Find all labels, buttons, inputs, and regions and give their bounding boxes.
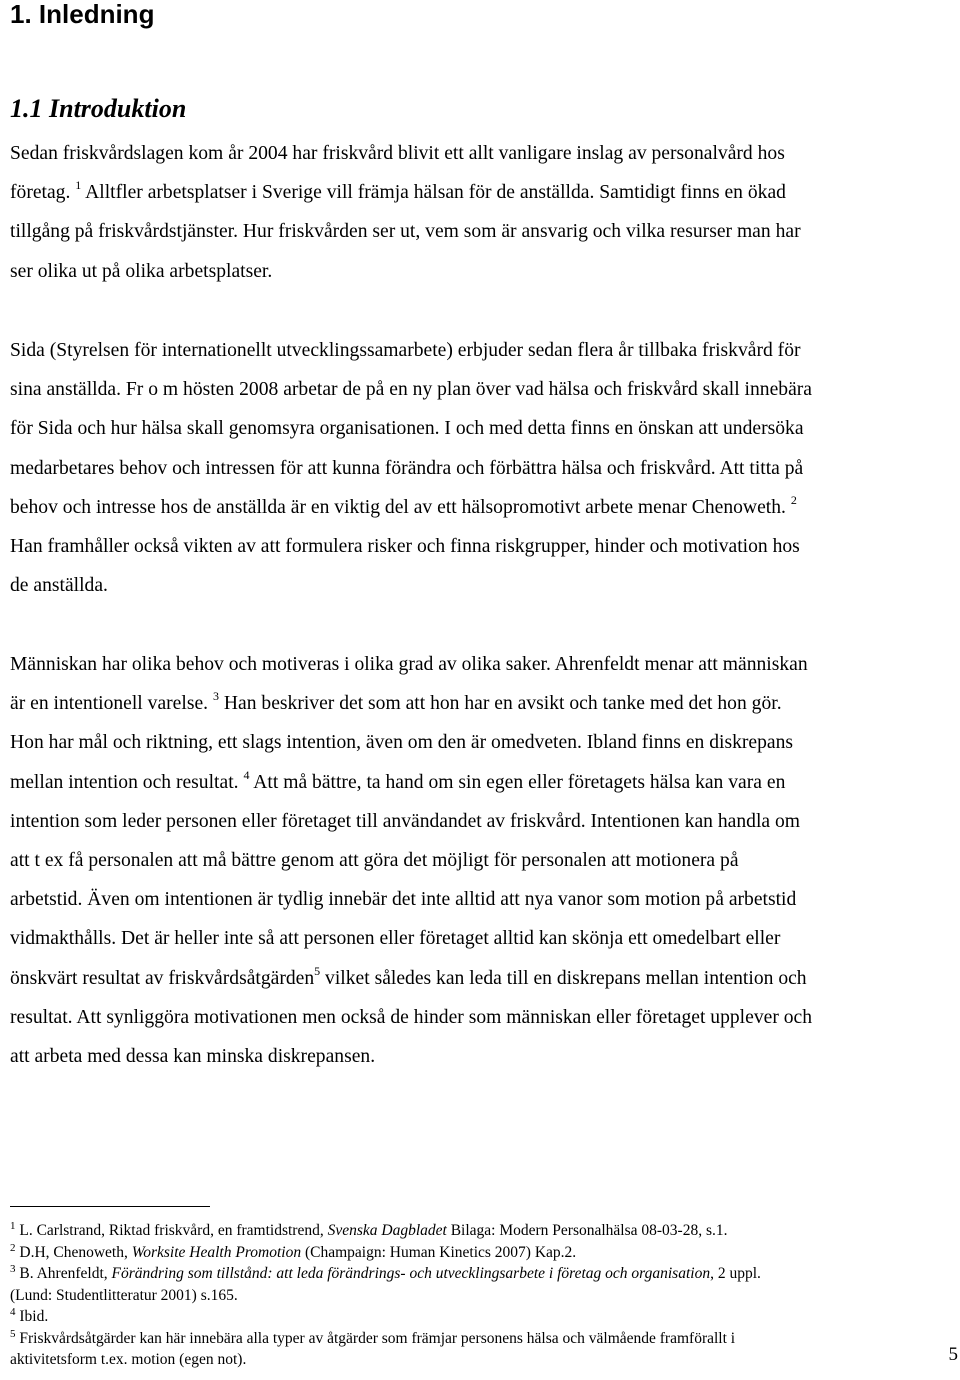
text-span: är en intentionell varelse. bbox=[10, 693, 209, 715]
text-span: behov och intresse hos de anställda är en viktig del av ett hälsopromotivt arbete menar Chenoweth. bbox=[10, 496, 786, 518]
text-line: Sedan friskvårdslagen kom år 2004 har friskvård blivit ett allt vanligare inslag av personalvård hos bbox=[10, 143, 785, 164]
text-line: Hon har mål och riktning, ett slags intention, även om den är omedveten. Ibland finns en diskrepans bbox=[10, 732, 794, 754]
footnote-text: Bilaga: Modern Personalhälsa 08-03-28, s.1. bbox=[450, 1222, 728, 1239]
text-line: ser olika ut på olika arbetsplatser. bbox=[10, 260, 273, 282]
text-span: företag. bbox=[10, 182, 71, 204]
paragraph-1 bbox=[10, 134, 945, 291]
text-line: Sida (Styrelsen för internationellt utvecklingssamarbete) erbjuder sedan flera år tillbaka friskvård för bbox=[10, 340, 801, 361]
text-line bbox=[10, 173, 945, 212]
text-line: Han framhåller också vikten av att formulera risker och finna riskgrupper, hinder och motivation hos bbox=[10, 535, 800, 557]
footnote-ref-1[interactable]: 1 bbox=[75, 178, 82, 193]
footnote-text: D.H, Chenoweth, bbox=[15, 1243, 128, 1261]
text-line bbox=[10, 763, 945, 802]
footnotes bbox=[10, 1220, 940, 1371]
page-number: 5 bbox=[948, 1344, 958, 1365]
footnote-5-continued: aktivitetsform t.ex. motion (egen not). bbox=[10, 1351, 247, 1368]
text-line: vidmakthålls. Det är heller inte så att personen eller företaget alltid kan skönja ett omedelbart eller bbox=[10, 928, 781, 950]
footnote-number: 1 bbox=[10, 1220, 16, 1232]
text-span: önskvärt resultat av friskvårdsåtgärden bbox=[10, 967, 315, 989]
footnote-number: 4 bbox=[10, 1306, 16, 1318]
footnote-title: Worksite Health Promotion bbox=[131, 1243, 302, 1261]
text-span: Han beskriver det som att hon har en avsikt och tanke med det hon gör. bbox=[223, 693, 782, 715]
text-line: Människan har olika behov och motiveras i olika grad av olika saker. Ahrenfeldt menar att människan bbox=[10, 654, 808, 675]
footnote-text: L. Carlstrand, Riktad friskvård, en framtidstrend, bbox=[15, 1222, 324, 1239]
footnote-text: B. Ahrenfeldt, bbox=[15, 1265, 108, 1282]
footnote-5 bbox=[10, 1328, 940, 1350]
text-span: Alltfler arbetsplatser i Sverige vill främja hälsan för de anställda. Samtidigt finns en ökad bbox=[85, 182, 786, 204]
footnote-4 bbox=[10, 1306, 940, 1328]
footnote-ref-5[interactable]: 5 bbox=[314, 963, 321, 978]
footnote-text: (Champaign: Human Kinetics 2007) Kap.2. bbox=[304, 1243, 577, 1261]
footnote-number: 5 bbox=[10, 1327, 16, 1340]
footnote-1 bbox=[10, 1220, 940, 1242]
text-line: medarbetares behov och intressen för att kunna förändra och förbättra hälsa och friskvård. Att titta på bbox=[10, 457, 804, 479]
text-line: att arbeta med dessa kan minska diskrepansen. bbox=[10, 1045, 376, 1067]
text-line: arbetstid. Även om intentionen är tydlig innebär det inte alltid att nya vanor som motion på arbetstid bbox=[10, 889, 797, 911]
text-line: resultat. Att synliggöra motivationen men också de hinder som människan eller företaget upplever och bbox=[10, 1006, 813, 1028]
text-span: vilket således kan leda till en diskrepans mellan intention och bbox=[320, 967, 807, 989]
footnote-2 bbox=[10, 1242, 940, 1264]
text-line bbox=[10, 959, 945, 998]
text-line: att t ex få personalen att må bättre genom att göra det möjligt för personalen att motionera på bbox=[10, 849, 739, 871]
section-heading: 1.1 Introduktion bbox=[10, 94, 187, 123]
chapter-heading: 1. Inledning bbox=[10, 0, 155, 29]
footnote-3-continued: (Lund: Studentlitteratur 2001) s.165. bbox=[10, 1286, 238, 1304]
footnote-separator bbox=[10, 1206, 210, 1207]
paragraph-3 bbox=[10, 645, 945, 1076]
text-line bbox=[10, 684, 945, 723]
text-line: tillgång på friskvårdstjänster. Hur friskvården ser ut, vem som är ansvarig och vilka resurser man har bbox=[10, 221, 801, 243]
footnote-title: Förändring som tillstånd: att leda förändrings- och utvecklingsarbete i företag och organisation bbox=[111, 1265, 711, 1282]
text-line: för Sida och hur hälsa skall genomsyra organisationen. I och med detta finns en önskan att undersöka bbox=[10, 418, 804, 440]
footnote-ref-4[interactable]: 4 bbox=[243, 767, 250, 782]
footnote-text: Friskvårdsåtgärder kan här innebära alla typer av åtgärder som främjar personens hälsa och välmående framförallt i bbox=[15, 1329, 736, 1347]
footnote-ref-2[interactable]: 2 bbox=[790, 492, 797, 507]
footnote-ref-3[interactable]: 3 bbox=[212, 689, 219, 704]
paragraph-2 bbox=[10, 331, 945, 605]
footnote-3 bbox=[10, 1263, 940, 1285]
footnote-text: Ibid. bbox=[15, 1308, 49, 1325]
footnote-title: Svenska Dagbladet bbox=[327, 1222, 447, 1239]
footnote-number: 3 bbox=[10, 1263, 16, 1275]
footnote-number: 2 bbox=[10, 1241, 16, 1254]
text-span: mellan intention och resultat. bbox=[10, 771, 239, 793]
text-span: Att må bättre, ta hand om sin egen eller företagets hälsa kan vara en bbox=[253, 771, 786, 793]
text-line bbox=[10, 488, 945, 527]
footnote-text: , 2 uppl. bbox=[710, 1265, 761, 1282]
text-line: de anställda. bbox=[10, 575, 108, 597]
text-line: sina anställda. Fr o m hösten 2008 arbetar de på en ny plan över vad hälsa och friskvård skall innebära bbox=[10, 379, 813, 401]
text-line: intention som leder personen eller företaget till användandet av friskvård. Intentionen kan handla om bbox=[10, 810, 801, 832]
